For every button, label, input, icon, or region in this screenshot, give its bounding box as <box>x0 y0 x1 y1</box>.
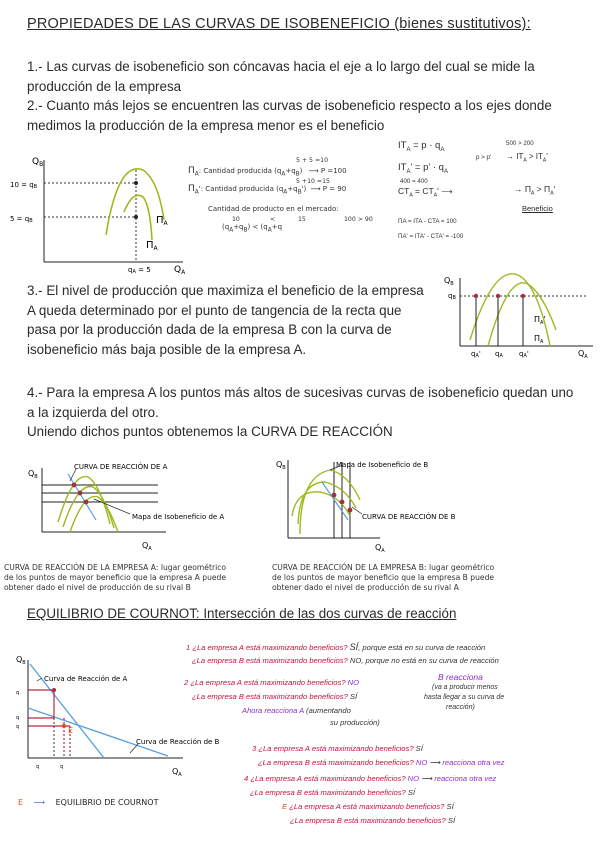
reaction-a-caption <box>4 563 266 593</box>
note-1a: 1 ¿La empresa A está maximizando beneficios? SÍ, porque está en su curva de reacción <box>186 642 486 652</box>
benefit-formula-2: ΠA' = ITA' - CTA' = -100 <box>398 233 464 240</box>
note-3b: ¿La empresa B está maximizando beneficios? NO ⟶ reacciona otra vez <box>258 758 505 767</box>
reaction-b-caption <box>272 563 532 593</box>
line: producción de la empresa <box>27 78 182 94</box>
curve-label-pi-a-prime: $\Pi_A'$ <box>534 315 546 326</box>
y-tick-2: q <box>16 715 20 721</box>
benefit-label: Beneficio <box>522 204 553 213</box>
axis-label-qa: $Q_A$ <box>172 767 182 778</box>
axis-label-qb: $Q_B$ <box>444 276 454 287</box>
market-value-2: 15 <box>298 216 306 223</box>
tangency-graph <box>438 270 598 362</box>
cost-values: 400 = 400 <box>400 178 428 185</box>
price-inequality: p > p' <box>476 154 492 161</box>
caption-line: de los puntos de mayor beneficio que la empresa A puede <box>4 573 227 582</box>
line: A queda determinado por el punto de tangencia de la recta que <box>27 302 402 318</box>
formula-block <box>396 138 596 248</box>
note-1b: ¿La empresa B está maximizando beneficios? NO, porque no está en su curva de reacción <box>192 656 499 665</box>
market-value-1: 10 <box>232 216 240 223</box>
note-5b: ¿La empresa B está maximizando beneficios? SÍ <box>290 816 456 825</box>
market-lt: < <box>270 216 276 223</box>
line: Uniendo dichos puntos obtenemos la CURVA DE REACCIÓN <box>27 424 393 439</box>
cournot-notes <box>186 642 596 832</box>
section-title-cournot: EQUILIBRIO DE COURNOT: Intersección de las dos curvas de reacción <box>27 606 457 621</box>
isobenefit-map-a-label: Mapa de Isobeneficio de A <box>132 513 225 521</box>
note-2-react: Ahora reacciona A (aumentando <box>242 706 351 715</box>
note-b-react-3: hasta llegar a su curva de <box>424 694 505 701</box>
axis-label-qb: $Q_B$ <box>32 157 44 168</box>
caption-line: obtener dado el nivel de producción de su rival B <box>4 583 191 592</box>
x-tick-3: qA' <box>519 350 529 359</box>
isobenefit-curve-low <box>124 195 152 240</box>
caption-line: CURVA DE REACCIÓN DE LA EMPRESA A: lugar geométrico <box>4 563 226 572</box>
reaction-curve-b-graph <box>270 452 500 560</box>
line: 4.- Para la empresa A los puntos más altos de sucesivas curvas de isobeneficio quedan uno <box>27 385 574 400</box>
axis-label-qb: $Q_B$ <box>16 655 26 666</box>
line: a la izquierda del otro. <box>27 404 159 420</box>
note-b-react-2: (va a producir menos <box>432 684 498 691</box>
revenue-formula-1: $IT_A = p \cdot q_A$ <box>398 140 445 153</box>
caption-line: de los puntos de mayor beneficio que la empresa B puede <box>272 573 495 582</box>
note-b-react-4: reacción) <box>446 704 475 711</box>
revenue-formula-2: $IT_A' = p' \cdot q_A$ <box>398 162 448 175</box>
x-tick-2: q <box>60 764 64 770</box>
market-quantity-heading: Cantidad de producto en el mercado: <box>208 205 339 213</box>
line: isobeneficio más baja posible de la empresa A. <box>27 341 307 357</box>
axis-label-qa: $Q_A$ <box>578 349 588 360</box>
legend-e: E <box>18 798 24 807</box>
curve-label-pi-a: $\Pi_A$ <box>534 334 544 345</box>
properties-paragraph <box>27 57 587 135</box>
note-2b: ¿La empresa B está maximizando beneficios? SÍ <box>192 692 358 701</box>
property-3-paragraph <box>27 281 437 359</box>
legend-text: EQUILIBRIO DE COURNOT <box>55 798 159 807</box>
sum-label-1: 5 + 5 =10 <box>296 157 329 164</box>
cournot-legend: E ⟶ EQUILIBRIO DE COURNOT <box>18 798 159 807</box>
calculation-block <box>188 156 388 246</box>
note-b-react: B reacciona <box>438 672 483 682</box>
y-tick-1: q <box>16 690 20 696</box>
line: 1.- Las curvas de isobeneficio son cóncavas hacia el eje a lo largo del cual se mide la <box>27 59 535 74</box>
revenue-inequality: → $IT_A > IT_A'$ <box>506 152 548 164</box>
x-tick-qa: qA = 5 <box>128 266 151 275</box>
market-expression: $(q_A+q_B) < (q_A+q$ <box>222 223 283 234</box>
x-tick-1: q <box>36 764 40 770</box>
curve-label-pi-a-1: $\Pi_A$ <box>156 215 168 227</box>
reaction-curve-a-graph <box>18 452 258 560</box>
curve-label-pi-a-2: $\Pi_A$ <box>146 240 158 252</box>
property-4-paragraph <box>27 383 597 442</box>
axis-label-qa: $Q_A$ <box>174 265 186 275</box>
note-3a: 3 ¿La empresa A está maximizando beneficios? SÍ <box>252 744 423 753</box>
note-5a: E ¿La empresa A está maximizando beneficios? SÍ <box>282 802 454 811</box>
x-tick-1: qA' <box>471 350 481 359</box>
reaction-curve-a-label: CURVA DE REACCIÓN DE A <box>74 463 168 471</box>
benefit-inequality: → $\Pi_A > \Pi_A'$ <box>514 184 556 197</box>
note-2a: 2 ¿La empresa A está maximizando beneficios? NO <box>184 678 360 687</box>
quantity-row-2: $\Pi_A'$: Cantidad producida $(q_A+q_B')$ ⟶ P = 90 <box>188 184 347 196</box>
sum-label-2: 5 +10 =15 <box>296 178 330 185</box>
isobenefit-graph-1 <box>8 150 188 275</box>
note-4a: 4 ¿La empresa A está maximizando beneficios? NO ⟶ reacciona otra vez <box>244 774 497 783</box>
note-4b: ¿La empresa B está maximizando beneficios? SÍ <box>250 788 416 797</box>
axis-label-qa: $Q_A$ <box>375 543 385 554</box>
y-tick-qb: qB <box>448 292 456 301</box>
reaction-curve-a-label: Curva de Reacción de A <box>44 675 128 683</box>
cost-equality: $CT_A = CT_A'$ ⟶ <box>398 186 453 199</box>
y-tick-10: 10 = qB <box>10 181 38 190</box>
reaction-curve-b-label: CURVA DE REACCIÓN DE B <box>362 513 456 521</box>
isobenefit-map-b-label: Mapa de Isobeneficio de B <box>336 461 429 469</box>
equilibrium-label: E <box>68 726 74 735</box>
axis-label-qa: $Q_A$ <box>142 541 152 552</box>
section-title-properties: PROPIEDADES DE LAS CURVAS DE ISOBENEFICIO (bienes sustitutivos): <box>27 16 531 32</box>
price-comparison: 100 > 90 <box>344 216 373 223</box>
axis-label-qb: $Q_B$ <box>276 460 286 471</box>
line: 2.- Cuanto más lejos se encuentren las curvas de isobeneficio respecto a los ejes donde <box>27 98 552 113</box>
line: pasa por la producción dada de la empresa B con la curva de <box>27 322 392 337</box>
y-tick-3: q <box>16 724 20 730</box>
line: medimos la producción de la empresa menor es el beneficio <box>27 117 385 133</box>
quantity-row-1: $\Pi_A$: Cantidad producida $(q_A+q_B)$ ⟶ P =100 <box>188 166 347 178</box>
caption-line: CURVA DE REACCIÓN DE LA EMPRESA B: lugar geométrico <box>272 563 495 572</box>
revenue-comparison: 500 > 200 <box>506 140 534 147</box>
y-tick-5: 5 = qB <box>10 215 33 224</box>
axis-label-qb: $Q_B$ <box>28 469 38 480</box>
x-tick-2: qA <box>495 350 503 359</box>
caption-line: obtener dado el nivel de producción de su rival A <box>272 583 459 592</box>
benefit-formula-1: ΠA = ITA - CTA = 100 <box>398 218 457 225</box>
reaction-curve-b-label: Curva de Reacción de B <box>136 738 220 746</box>
line: 3.- El nivel de producción que maximiza el beneficio de la empresa <box>27 283 424 298</box>
note-2-react-tail: su producción) <box>330 718 380 727</box>
